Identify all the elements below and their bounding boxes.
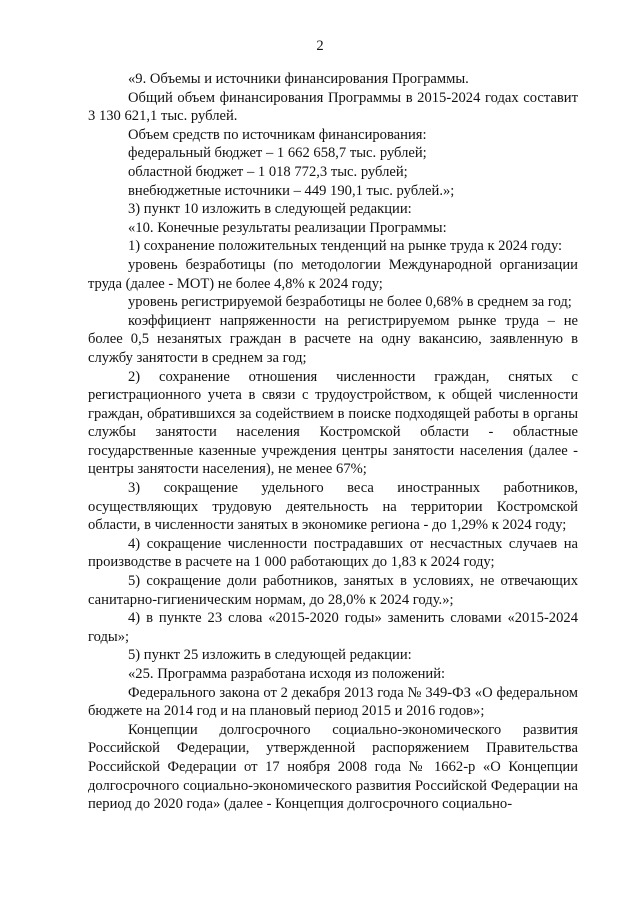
paragraph-unemployment-ilo: уровень безработицы (по методологии Международной организации труда (далее - МОТ) не более 4,8% к 2024 году; [88,256,578,292]
document-body [88,70,578,814]
paragraph-tension-coefficient: коэффициент напряженности на регистрируемом рынке труда – не более 0,5 незанятых граждан в расчете на одну вакансию, заявленную в службу занятости в среднем за год; [88,312,578,366]
paragraph-registered-unemployment: уровень регистрируемой безработицы не более 0,68% в среднем за год; [128,294,572,311]
page-number: 2 [316,38,324,54]
section-heading-point-25: «25. Программа разработана исходя из положений: [128,666,446,682]
paragraph-result-4: 4) сокращение численности пострадавших от несчастных случаев на производстве в расчете на 1 000 работающих до 1,83 к 2024 году; [88,535,578,571]
text-line-item-3: 3) пункт 10 изложить в следующей редакции: [128,201,412,218]
section-heading-financing: «9. Объемы и источники финансирования Программы. [128,71,469,87]
paragraph-total-financing: Общий объем финансирования Программы в 2015-2024 годах составит 3 130 621,1 тыс. рублей. [88,89,578,125]
text-line-sources-intro: Объем средств по источникам финансирования: [128,126,427,143]
paragraph-federal-law: Федерального закона от 2 декабря 2013 года № 349-ФЗ «О федеральном бюджете на 2014 год и на плановый период 2015 и 2016 годов»; [88,684,578,720]
text-line-federal-budget: федеральный бюджет – 1 662 658,7 тыс. рублей; [128,145,427,162]
section-heading-results: «10. Конечные результаты реализации Программы: [128,219,447,236]
paragraph-concept: Концепции долгосрочного социально-экономического развития Российской Федерации, утвержденной распоряжением Правительства Российской Федерации от 17 ноября 2008 года № 1662-р «О Концепции долгосрочного социально-экономического развития Российской Федерации на период до 2020 года» (далее - Концепция долгосрочного социально- [88,721,578,813]
text-line-item-5: 5) пункт 25 изложить в следующей редакции: [128,647,412,664]
paragraph-item-4: 4) в пункте 23 слова «2015-2020 годы» заменить словами «2015-2024 годы»; [88,610,578,645]
text-line-regional-budget: областной бюджет – 1 018 772,3 тыс. рублей; [128,163,408,180]
text-line-extrabudgetary: внебюджетные источники – 449 190,1 тыс. рублей.»; [128,182,455,199]
paragraph-result-1: 1) сохранение положительных тенденций на рынке труда к 2024 году: [128,238,563,255]
paragraph-result-3: 3) сокращение удельного веса иностранных работников, осуществляющих трудовую деятельность на территории Костромской области, в численности занятых в экономике региона - до 1,29% к 2024 году; [88,480,578,534]
paragraph-result-2: 2) сохранение отношения численности граждан, снятых с регистрационного учета в связи с трудоустройством, к общей численности граждан, обратившихся за содействием в поиске подходящей работы в органы службы занятости населения Костромской области - областные государственные казенные учреждения центры занятости населения (далее - центры занятости населения), не менее 67%; [88,368,578,478]
paragraph-result-5: 5) сокращение доли работников, занятых в условиях, не отвечающих санитарно-гигиеническим нормам, до 28,0% к 2024 году.»; [88,573,578,608]
